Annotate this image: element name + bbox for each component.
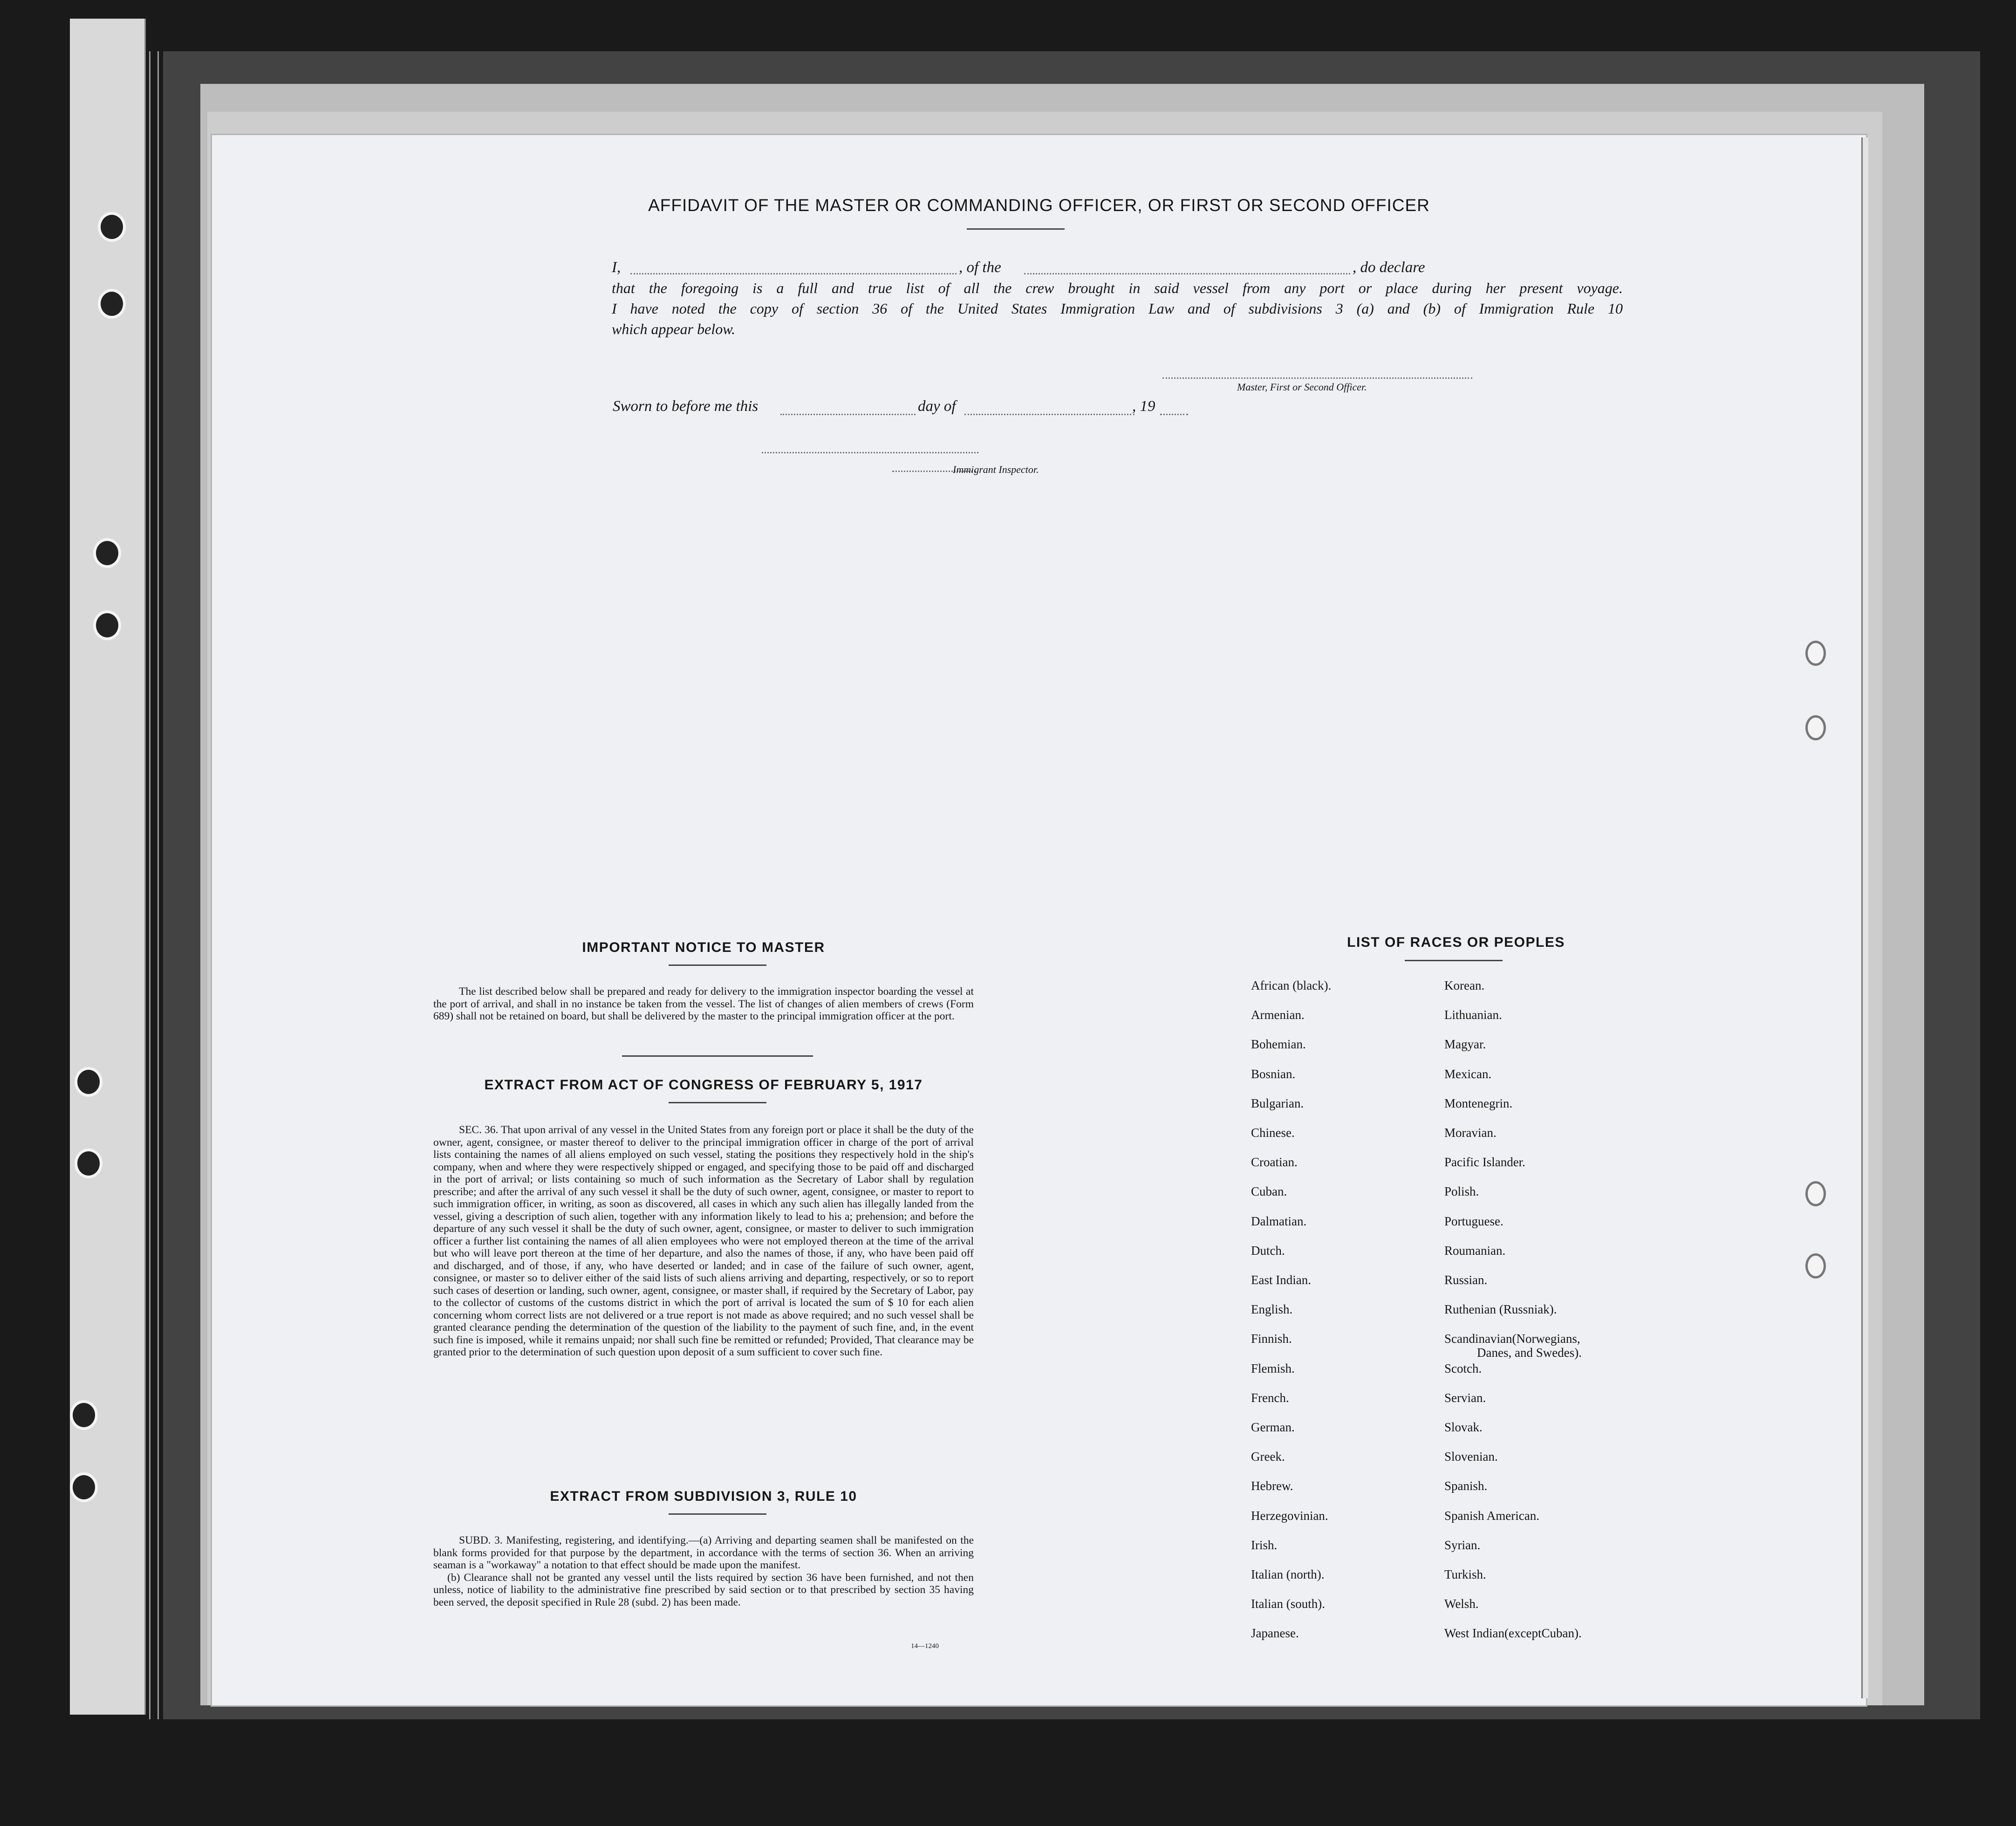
declaration-line: which appear below.: [612, 321, 736, 337]
affidavit-declaration: [612, 257, 1623, 350]
section-rule: [669, 1513, 766, 1515]
binder-ring: [93, 538, 121, 568]
race-item: African (black).: [1251, 978, 1332, 992]
race-item: Scandinavian(Norwegians,: [1444, 1332, 1580, 1346]
declarant-pronoun: I,: [612, 259, 621, 276]
binder-ring: [70, 1400, 98, 1430]
rule-extract-body: [433, 1534, 974, 1608]
binder-ring: [75, 1067, 103, 1097]
section-rule: [669, 964, 766, 966]
race-item: Turkish.: [1444, 1567, 1486, 1581]
binder-rule: [157, 51, 159, 1719]
race-item: German.: [1251, 1420, 1295, 1434]
binder-ring: [93, 610, 121, 640]
race-item: Greek.: [1251, 1450, 1285, 1464]
rule-extract-title: EXTRACT FROM SUBDIVISION 3, RULE 10: [550, 1489, 857, 1504]
race-item: Bosnian.: [1251, 1067, 1296, 1081]
race-item: Dutch.: [1251, 1244, 1285, 1258]
race-item: Polish.: [1444, 1184, 1479, 1198]
race-item: Hebrew.: [1251, 1479, 1293, 1493]
officer-label: Master, First or Second Officer.: [1237, 381, 1367, 393]
notice-text: The list described below shall be prepared and ready for delivery to the immigration inspector boarding the vessel at the port of arrival, and shall in no instance be taken from the vessel. The list of changes of alien members of crews (Form 689) shall not be retained on board, but shall be delivered by the master to the principal immigration officer at the port.: [433, 985, 974, 1022]
binder-ring: [98, 212, 126, 242]
race-item: Portuguese.: [1444, 1214, 1503, 1228]
year-prefix: , 19: [1132, 398, 1155, 415]
race-item: Cuban.: [1251, 1184, 1287, 1198]
race-item: Mexican.: [1444, 1067, 1492, 1081]
sheet-edge: [1861, 137, 1868, 1698]
act-extract-title: EXTRACT FROM ACT OF CONGRESS OF FEBRUARY 5, 1917: [484, 1077, 923, 1093]
race-item: Roumanian.: [1444, 1244, 1506, 1258]
notice-title: IMPORTANT NOTICE TO MASTER: [582, 940, 825, 955]
race-item: Spanish.: [1444, 1479, 1488, 1493]
declaration-line: that the foregoing is a full and true list of all the crew brought in said vessel from any port or place during her present voyage.: [612, 280, 1623, 296]
rule-extract-para-a: SUBD. 3. Manifesting, registering, and identifying.—(a) Arriving and departing seamen shall be manifested on the blank forms provided for that purpose by the department, in accordance with the terms of section 36. When an arriving seaman is a "workaway" a notation to that effect should be made upon the manifest.: [433, 1534, 974, 1571]
form-number: 14—1240: [911, 1642, 939, 1650]
race-item: Dalmatian.: [1251, 1214, 1307, 1228]
race-item: Syrian.: [1444, 1538, 1481, 1552]
race-item: Bohemian.: [1251, 1037, 1306, 1051]
act-extract-text: SEC. 36. That upon arrival of any vessel in the United States from any foreign port or place it shall be the duty of the owner, agent, consignee, or master thereof to deliver to the principal immigration officer in charge of the port of arrival lists containing the names of all aliens employed on such vessel, stating the positions they respectively hold in the ship's company, when and where they were respectively shipped or engaged, and specifying those to be paid off and discharged in the port of arrival; or lists containing so much of such information as the Secretary of Labor shall by regulation prescribe; and after the arrival of any such vessel it shall be the duty of such owner, agent, consignee, or master to report to such immigration officer, in writing, as soon as discovered, all cases in which any such alien has illegally landed from the vessel, giving a description of such alien, together with any information likely to lead to his a; prehension; and before the departure of any such vessel it shall be the duty of such owner, agent, consignee, or master to deliver to such immigration officer a further list containing the names of all alien employees who were not employed thereon at the time of the arrival but who will leave port thereon at the time of her departure, and also the names of those, if any, who have been paid off and discharged, and of those, if any, who have deserted or landed; and in case of the failure of such owner, agent, consignee, or master so to deliver either of the said lists of such aliens arriving and departing, respectively, or so to report such cases of desertion or landing, such owner, agent, consignee, or master shall, if required by the Secretary of Labor, pay to the collector of customs of the customs district in which the port of arrival is located the sum of $ 10 for each alien concerning whom correct lists are not delivered or a true report is not made as above required; and no such vessel shall be granted clearance pending the determination of the question of the liability to the payment of such fine, and, in the event such fine is imposed, while it remains unpaid; nor shall such fine be remitted or refunded; Provided, That clearance may be granted prior to the determination of such question upon deposit of a sum sufficient to cover such fine.: [433, 1124, 974, 1358]
race-item: Flemish.: [1251, 1361, 1295, 1375]
binder-ring: [75, 1149, 103, 1178]
binder-ring: [98, 289, 126, 319]
document-page: [212, 135, 1866, 1705]
race-item: Servian.: [1444, 1391, 1486, 1405]
affidavit-title: AFFIDAVIT OF THE MASTER OR COMMANDING OFFICER, OR FIRST OR SECOND OFFICER: [648, 196, 1430, 215]
race-item: French.: [1251, 1391, 1289, 1405]
race-item: Montenegrin.: [1444, 1096, 1513, 1110]
punch-hole: [1805, 1253, 1826, 1279]
race-item: Irish.: [1251, 1538, 1278, 1552]
race-item: Moravian.: [1444, 1126, 1497, 1140]
section-rule: [622, 1055, 813, 1057]
race-item: Scotch.: [1444, 1361, 1482, 1375]
race-item: East Indian.: [1251, 1273, 1311, 1287]
name-blank[interactable]: [630, 273, 957, 274]
race-item: Japanese.: [1251, 1626, 1299, 1640]
day-blank[interactable]: [780, 414, 916, 415]
race-item: Ruthenian (Russniak).: [1444, 1302, 1557, 1316]
races-title: LIST OF RACES OR PEOPLES: [1347, 935, 1565, 950]
race-item: Spanish American.: [1444, 1509, 1539, 1523]
month-blank[interactable]: [964, 414, 1134, 415]
vessel-blank[interactable]: [1024, 273, 1350, 274]
title-rule: [967, 228, 1065, 230]
race-item: Bulgarian.: [1251, 1096, 1304, 1110]
sworn-prefix: Sworn to before me this: [613, 398, 759, 415]
punch-hole: [1805, 641, 1826, 666]
binder-strip: [70, 19, 146, 1715]
race-item: Lithuanian.: [1444, 1008, 1502, 1022]
race-item: Welsh.: [1444, 1597, 1479, 1611]
section-rule: [1405, 960, 1503, 961]
race-item: Armenian.: [1251, 1008, 1305, 1022]
punch-hole: [1805, 1181, 1826, 1206]
section-rule: [669, 1102, 766, 1103]
day-of-label: day of: [918, 398, 956, 415]
race-item: Slovak.: [1444, 1420, 1483, 1434]
punch-hole: [1805, 715, 1826, 740]
of-the-label: , of the: [959, 259, 1001, 276]
race-item: Finnish.: [1251, 1332, 1292, 1346]
race-item: Chinese.: [1251, 1126, 1295, 1140]
year-blank[interactable]: [1160, 414, 1188, 415]
race-item: West Indian(exceptCuban).: [1444, 1626, 1582, 1640]
race-item: Korean.: [1444, 978, 1485, 992]
binder-rule: [149, 51, 150, 1719]
race-item: Italian (north).: [1251, 1567, 1325, 1581]
declaration-line: I have noted the copy of section 36 of the United States Immigration Law and of subdivisions 3 (a) and (b) of Immigration Rule 10: [612, 300, 1623, 317]
rule-extract-para-b: (b) Clearance shall not be granted any vessel until the lists required by section 36 have been furnished, and not then unless, notice of liability to the administrative fine prescribed by said section or to that prescribed by section 35 having been served, the deposit specified in Rule 28 (subd. 2) has been made.: [433, 1571, 974, 1608]
race-item: Herzegovinian.: [1251, 1509, 1328, 1523]
race-item: Magyar.: [1444, 1037, 1486, 1051]
do-declare-label: , do declare: [1353, 259, 1425, 276]
officer-signature-line[interactable]: [1162, 377, 1472, 379]
inspector-label: Immigrant Inspector.: [953, 464, 1039, 475]
race-item: Pacific Islander.: [1444, 1155, 1525, 1169]
race-item: Russian.: [1444, 1273, 1488, 1287]
race-item: English.: [1251, 1302, 1293, 1316]
race-item-continuation: Danes, and Swedes).: [1477, 1346, 1582, 1360]
binder-ring: [70, 1472, 98, 1502]
race-item: Croatian.: [1251, 1155, 1298, 1169]
race-item: Slovenian.: [1444, 1450, 1498, 1464]
inspector-signature-line[interactable]: [762, 452, 978, 453]
race-item: Italian (south).: [1251, 1597, 1325, 1611]
